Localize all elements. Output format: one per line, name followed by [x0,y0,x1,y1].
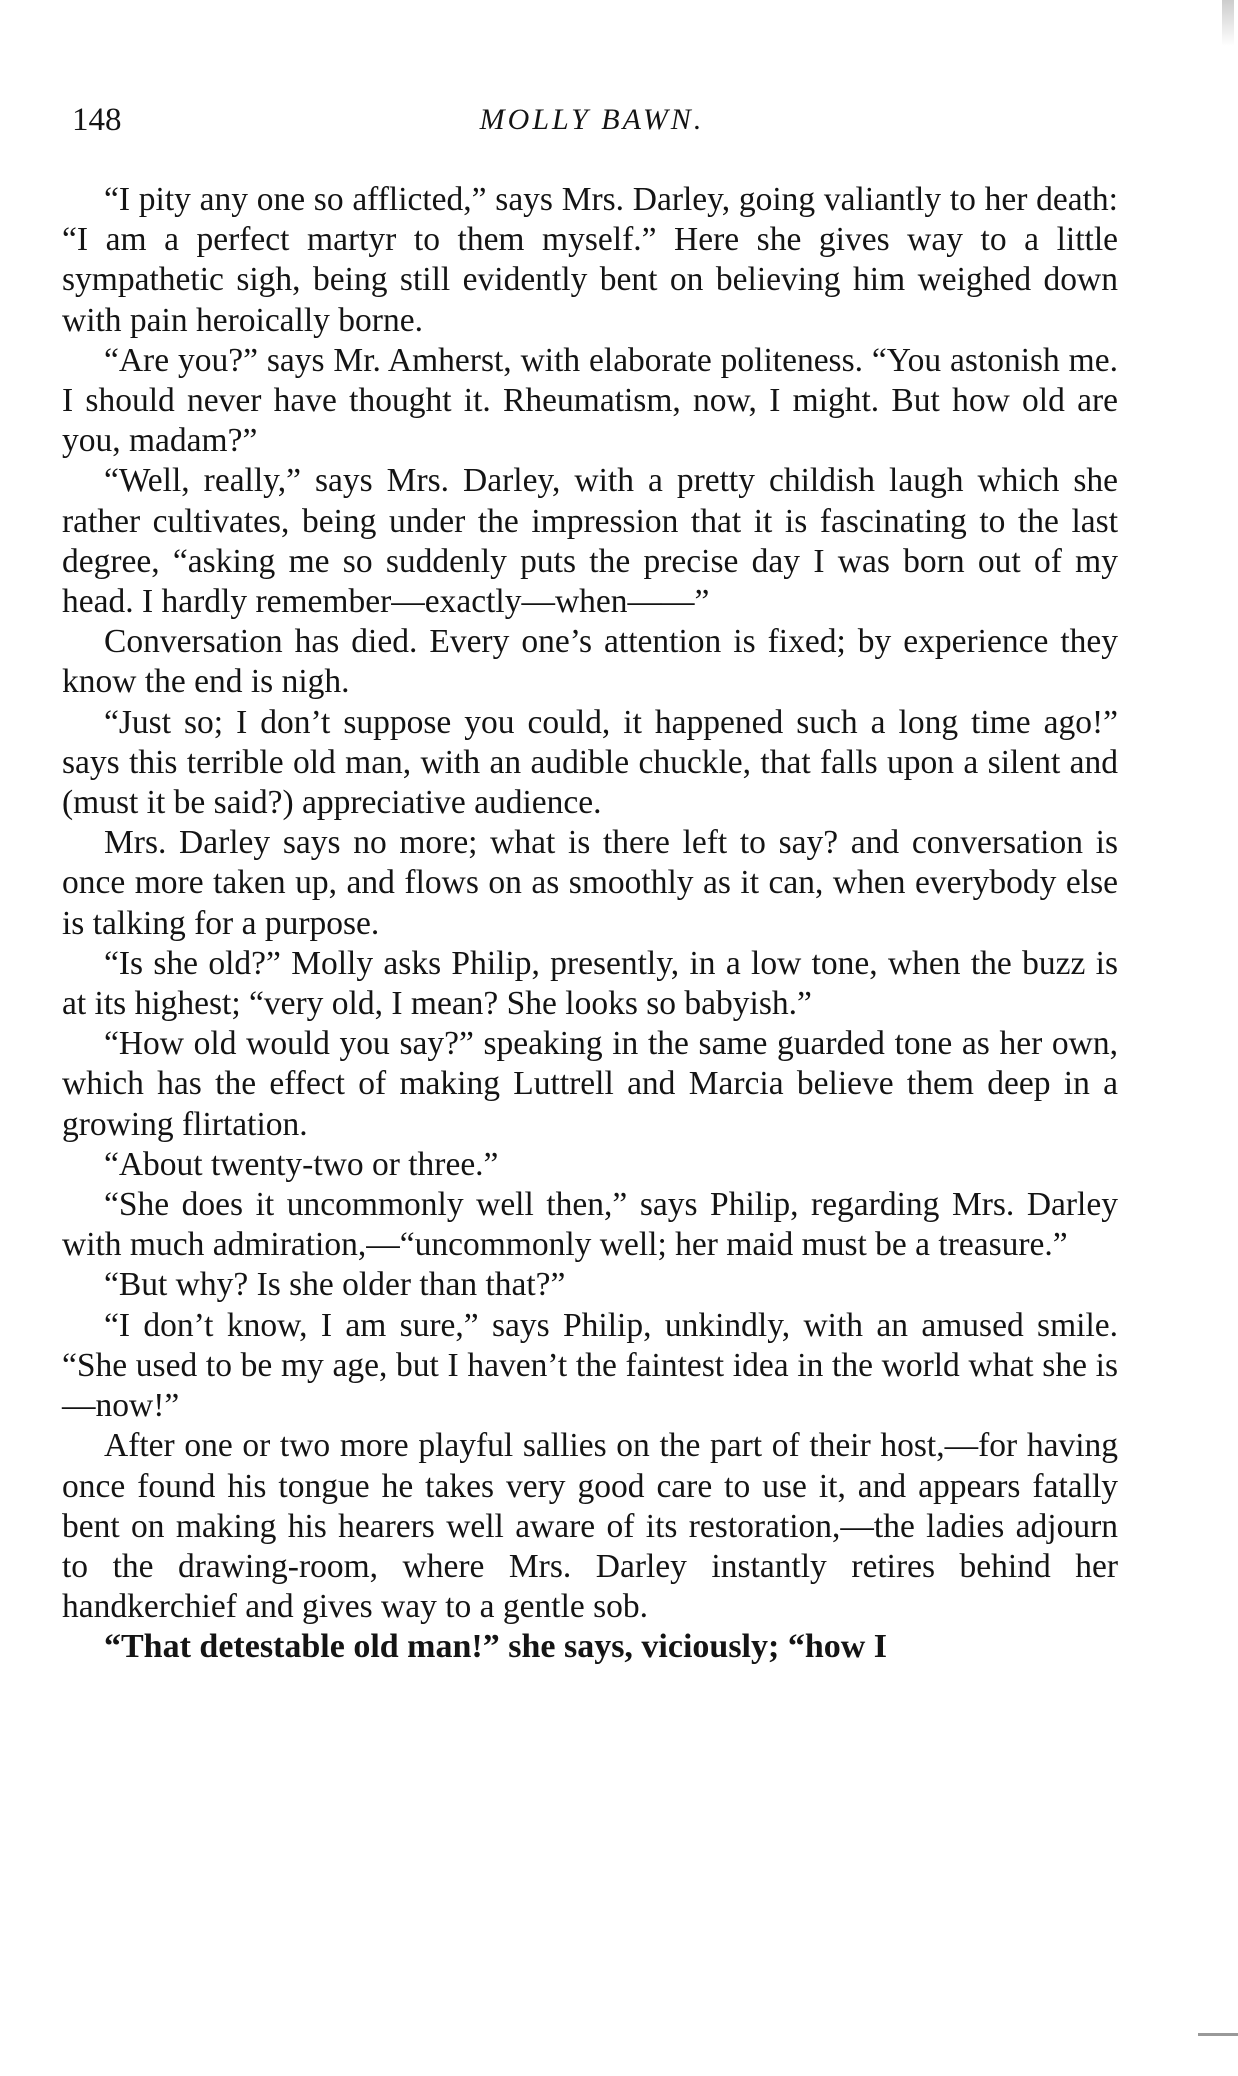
paragraph: “Are you?” says Mr. Amherst, with elaborate politeness. “You astonish me. I should never have thought it. Rheumatism, now, I might. But how old are you, madam?” [62,341,1118,460]
page-number: 148 [72,102,122,138]
running-title: MOLLY BAWN. [479,103,705,136]
paragraph: “She does it uncommonly well then,” says Philip, regarding Mrs. Darley with much admiration,—“uncommonly well; her maid must be a treasure.” [62,1186,1118,1264]
paragraph: “Just so; I don’t suppose you could, it happened such a long time ago!” says this terrible old man, with an audible chuckle, that falls upon a silent and (must it be said?) appreciative audience. [62,703,1118,822]
paragraph: “I don’t know, I am sure,” says Philip, unkindly, with an amused smile. “She used to be my age, but I haven’t the faintest idea in the world what she is—now!” [62,1306,1118,1425]
paragraph: “How old would you say?” speaking in the same guarded tone as her own, which has the effect of making Luttrell and Marcia believe them deep in a growing flirtation. [62,1025,1118,1143]
paragraph: “About twenty-two or three.” [104,1145,499,1183]
page-edge-mark-bottom [1198,2033,1238,2036]
paragraph: Mrs. Darley says no more; what is there left to say? and conversation is once more taken up, and flows on as smoothly as it can, when everybody else is talking for a purpose. [62,824,1118,942]
paragraph: “That detestable old man!” she says, viciously; “how I [104,1628,888,1666]
paragraph: “I pity any one so afflicted,” says Mrs. Darley, going valiantly to her death: “I am a perfect martyr to them myself.” Here she gives way to a little sympathetic sigh, being still evidently bent on believing him weighed down with pain heroically borne. [62,181,1118,339]
paragraph: After one or two more playful sallies on the part of their host,—for having once found his tongue he takes very good care to use it, and appears fatally bent on making his hearers well aware of its restoration,—the ladies adjourn to the drawing-room, where Mrs. Darley instantly retires behind her handkerchief and gives way to a gentle sob. [62,1427,1118,1626]
paragraph: “But why? Is she older than that?” [104,1266,566,1304]
paragraph: “Well, really,” says Mrs. Darley, with a pretty childish laugh which she rather cultivates, being under the impression that it is fascinating to the last degree, “asking me so suddenly puts the precise day I was born out of my head. I hardly remember—exactly—when——” [62,462,1118,621]
page-edge-mark [1222,0,1234,46]
paragraph: “Is she old?” Molly asks Philip, presently, in a low tone, when the buzz is at its highest; “very old, I mean? She looks so babyish.” [62,944,1118,1023]
body-text [62,180,1118,1668]
running-head [62,100,1122,140]
paragraph: Conversation has died. Every one’s attention is fixed; by experience they know the end is nigh. [62,623,1118,701]
